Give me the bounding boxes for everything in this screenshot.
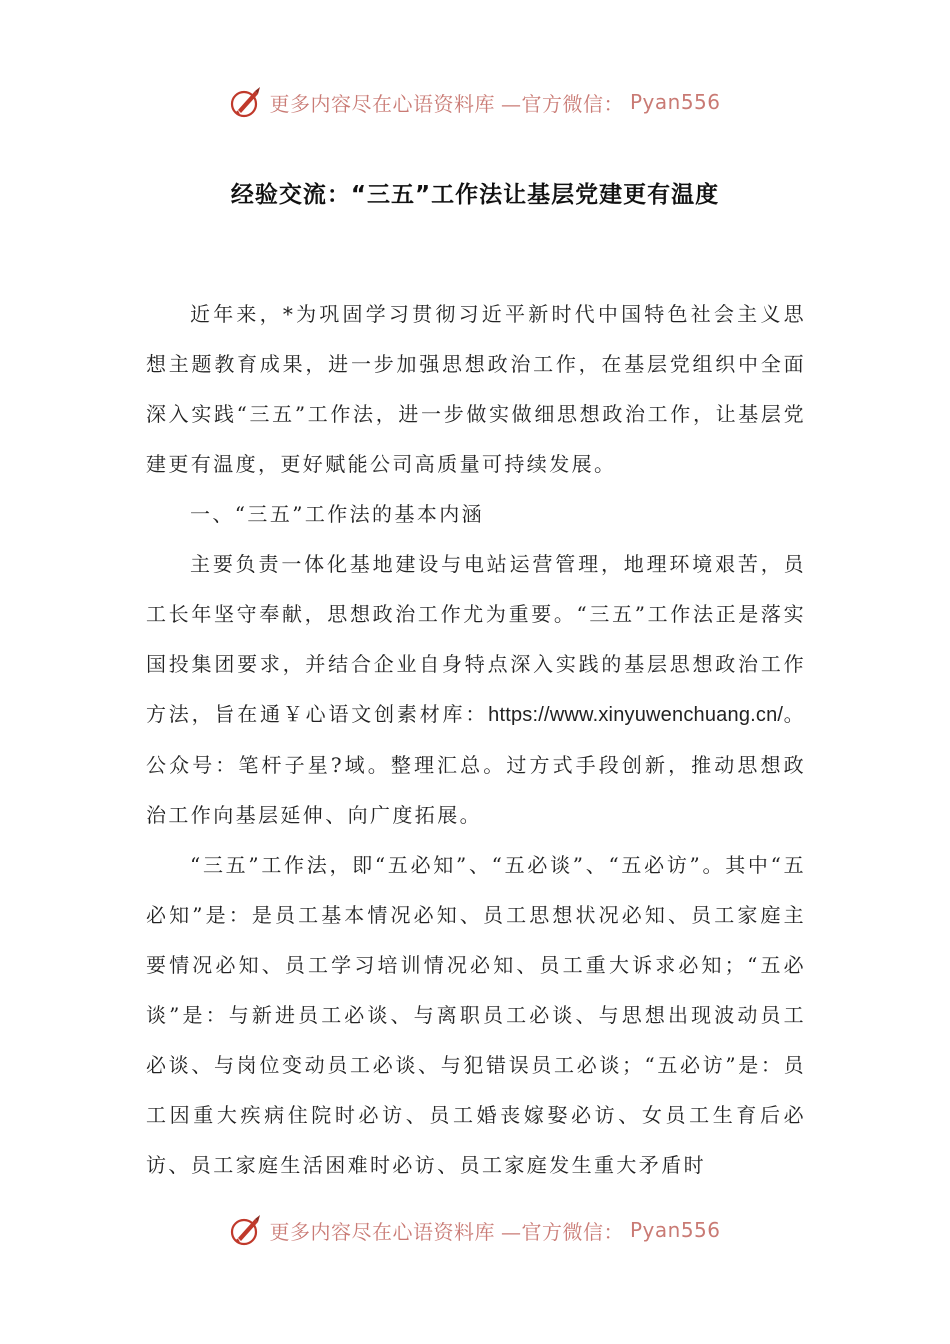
watermark-handle-text: Pyan556 — [629, 1218, 721, 1242]
header-watermark — [0, 82, 950, 122]
watermark-separator-text: —官方微信： — [500, 91, 624, 116]
watermark-separator-text: —官方微信： — [500, 1219, 624, 1244]
document-body — [146, 289, 806, 1190]
quill-pen-logo-icon — [229, 85, 263, 119]
body-paragraph-intro: 近年来，*为巩固学习贯彻习近平新时代中国特色社会主义思想主题教育成果，进一步加强思想政治工作，在基层党组织中全面深入实践“三五”工作法，进一步做实做细思想政治工作，让基层党建更有温度，更好赋能公司高质量可持续发展。 — [146, 302, 806, 476]
watermark-site-text: 更多内容尽在心语资料库 — [269, 1219, 495, 1244]
paragraph-text-after-url: 。公众号：笔杆子星?域。整理汇总。过方式手段创新，推动思想政治工作向基层延伸、向广度拓展。 — [146, 702, 806, 827]
paragraph-text-before-url: 主要负责一体化基地建设与电站运营管理，地理环境艰苦，员工长年坚守奉献，思想政治工作尤为重要。“三五”工作法正是落实国投集团要求，并结合企业自身特点深入实践的基层思想政治工作方法，旨在通￥心语文创素材库： — [146, 552, 806, 726]
body-paragraph-definition: “三五”工作法，即“五必知”、“五必谈”、“五必访”。其中“五必知”是：是员工基本情况必知、员工思想状况必知、员工家庭主要情况必知、员工学习培训情况必知、员工重大诉求必知；“五必谈”是：与新进员工必谈、与离职员工必谈、与思想出现波动员工必谈、与岗位变动员工必谈、与犯错误员工必谈；“五必访”是：员工因重大疾病住院时必访、员工婚丧嫁娶必访、女员工生育后必访、员工家庭生活困难时必访、员工家庭发生重大矛盾时 — [146, 853, 806, 1177]
footer-watermark — [0, 1210, 950, 1250]
quill-pen-logo-icon — [229, 1213, 263, 1247]
source-url-text: https://www.xinyuwenchuang.cn/ — [488, 704, 784, 726]
document-title: 经验交流：“三五”工作法让基层党建更有温度 — [230, 182, 720, 208]
watermark-handle-text: Pyan556 — [629, 90, 721, 114]
watermark-site-text: 更多内容尽在心语资料库 — [269, 91, 495, 116]
body-paragraph-method — [146, 539, 806, 840]
section-heading-1: 一、“三五”工作法的基本内涵 — [190, 502, 485, 526]
